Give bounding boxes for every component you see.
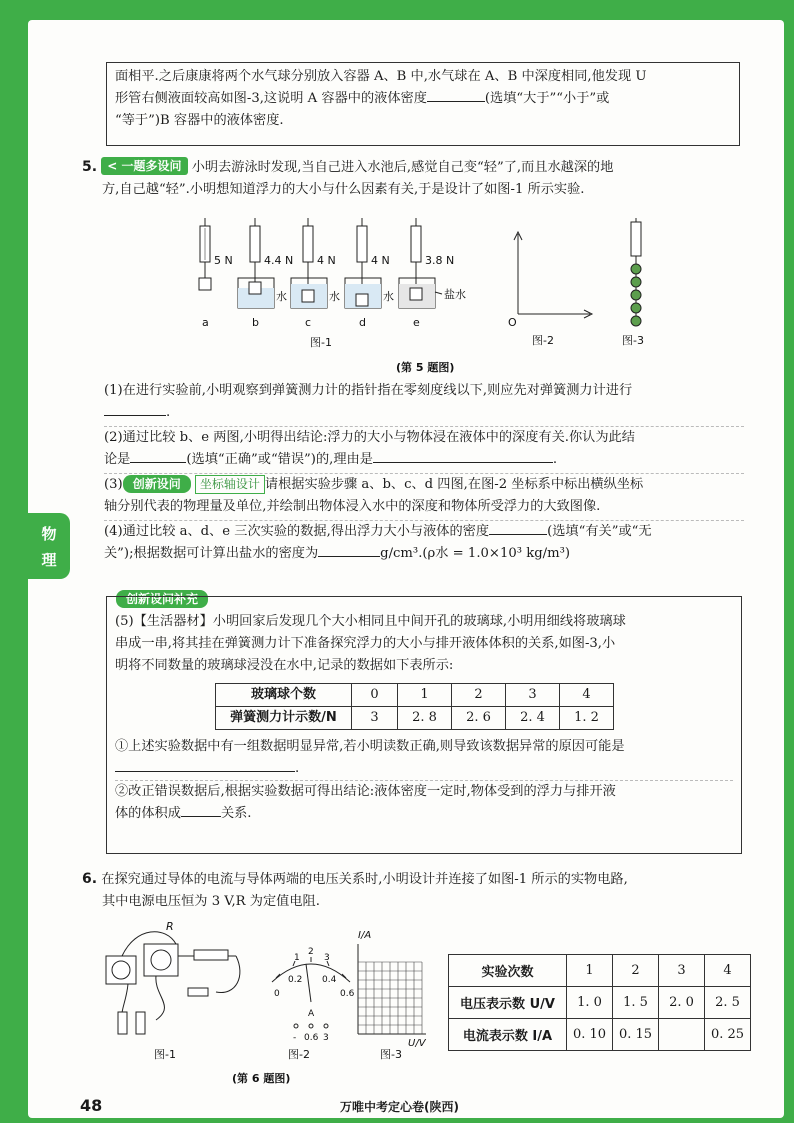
axis-design-label: 坐标轴设计	[195, 475, 265, 494]
letter-c: c	[305, 316, 312, 329]
q5-part5-line2: 串成一串,将其挂在弹簧测力计下准备探究浮力的大小与排开液体体积的关系,如图-3,小	[115, 636, 616, 651]
dial-tick-0: 0	[274, 989, 280, 999]
multi-question-tag: < 一题多设问	[101, 157, 187, 175]
resistor-label: R	[166, 920, 174, 933]
reading-a: 5 N	[214, 254, 233, 267]
answer-blank[interactable]	[130, 462, 186, 463]
q6-fig2-caption: 图-2	[288, 1048, 310, 1061]
fig3-caption: 图-3	[622, 334, 644, 347]
answer-blank[interactable]	[181, 816, 221, 817]
answer-blank[interactable]	[373, 462, 553, 463]
supplement-tag: 创新设问补充	[116, 588, 208, 608]
answer-blank[interactable]	[104, 415, 166, 416]
q5-part2-line2: 论是 (选填“正确”或“错误”)的,理由是 .	[104, 452, 558, 467]
innovation-tag: 创新设问	[123, 475, 191, 493]
q5-sub2-line2: 体的体积成 关系.	[115, 806, 252, 821]
box-line-2: 形管右侧液面较高如图-3,这说明 A 容器中的液体密度 (选填“大于”“小于”或	[115, 91, 610, 106]
answer-blank[interactable]	[489, 534, 547, 535]
reading-d: 4 N	[371, 254, 390, 267]
circuit-data-table	[448, 954, 751, 1051]
fig3-bead-chain	[631, 218, 641, 326]
answer-blank[interactable]	[427, 101, 485, 102]
liquid-e: 盐水	[444, 288, 466, 301]
supplement-box	[106, 596, 742, 854]
q5-group-caption: (第 5 题图)	[396, 361, 455, 374]
table-row: 电流表示数 I/A 0. 10 0. 15 0. 25	[449, 1019, 751, 1051]
side-tab-char-2: 理	[41, 551, 57, 569]
q5-part5-line3: 明将不同数量的玻璃球浸没在水中,记录的数据如下表所示:	[115, 658, 454, 673]
dial-tick-2: 0.4	[322, 975, 337, 985]
book-title: 万唯中考定心卷(陕西)	[340, 1100, 459, 1114]
q5-line-1: 小明去游泳时发现,当自己进入水池后,感觉自己变“轻”了,而且水越深的地	[191, 160, 614, 175]
terminal-06: 0.6	[304, 1033, 319, 1043]
q6-line-1: 在探究通过导体的电流与导体两端的电压关系时,小明设计并连接了如图-1 所示的实物电路,	[101, 872, 628, 887]
terminal-3: 3	[323, 1033, 329, 1043]
dial-unit: A	[308, 1009, 315, 1019]
q5-part1-line2: .	[104, 402, 744, 424]
q5-part3-line2: 轴分别代表的物理量及单位,并绘制出物体浸入水中的深度和物体所受浮力的大致图像.	[104, 499, 601, 514]
letter-e: e	[413, 316, 420, 329]
answer-blank[interactable]	[318, 556, 380, 557]
fig2-axes	[514, 232, 592, 318]
q5-line-2: 方,自己越“轻”.小明想知道浮力的大小与什么因素有关,于是设计了如图-1 所示实验.	[102, 182, 585, 197]
dial-outer-2: 2	[308, 947, 314, 957]
q6-fig3-caption: 图-3	[380, 1048, 402, 1061]
q5-part5-line1: (5)【生活器材】小明回家后发现几个大小相同且中间开孔的玻璃球,小明用细线将玻璃球	[115, 614, 626, 629]
table-row: 实验次数 1 2 3 4	[449, 955, 751, 987]
question-5-intro	[82, 156, 742, 201]
letter-d: d	[359, 316, 366, 329]
q6-line-2: 其中电源电压恒为 3 V,R 为定值电阻.	[102, 894, 320, 909]
previous-question-box	[106, 62, 740, 146]
dial-tick-1: 0.2	[288, 975, 303, 985]
answer-blank[interactable]	[115, 771, 295, 772]
reading-b: 4.4 N	[264, 254, 294, 267]
q5-parts	[104, 380, 744, 565]
q5-sub1-line2: .	[115, 758, 733, 780]
x-axis-label: U/V	[408, 1038, 426, 1049]
letter-a: a	[202, 316, 209, 329]
side-tab-char-1: 物	[41, 525, 57, 543]
reading-c: 4 N	[317, 254, 336, 267]
terminal-neg: -	[293, 1033, 297, 1043]
fig1-caption: 图-1	[310, 336, 332, 349]
q6-fig1-caption: 图-1	[154, 1048, 176, 1061]
q6-figures	[96, 916, 446, 1092]
origin-label: O	[508, 316, 517, 329]
subject-side-tab	[28, 513, 70, 579]
question-number: 6.	[82, 871, 98, 887]
box-line-3: “等于”)B 容器中的液体密度.	[115, 113, 284, 128]
reading-e: 3.8 N	[425, 254, 455, 267]
liquid-b: 水	[276, 290, 287, 303]
circuit-diagram	[106, 932, 240, 1034]
dial-outer-1: 1	[294, 953, 300, 963]
q5-part3: (3) 创新设问 坐标轴设计 请根据实验步骤 a、b、c、d 四图,在图-2 坐标系中标出横纵坐标	[104, 473, 744, 496]
table-row: 玻璃球个数 0 1 2 3 4	[216, 684, 614, 707]
box-line-1: 面相平.之后康康将两个水气球分别放入容器 A、B 中,水气球在 A、B 中深度相同,他发现 U	[115, 69, 647, 84]
q5-part4-line2: 关”);根据数据可计算出盐水的密度为 g/cm³.(ρ水 = 1.0×10³ kg/m³)	[104, 546, 571, 561]
table-row: 弹簧测力计示数/N 3 2. 8 2. 6 2. 4 1. 2	[216, 707, 614, 730]
spring-scale-a	[199, 218, 211, 290]
q5-figures	[180, 214, 690, 374]
letter-b: b	[252, 316, 259, 329]
dial-tick-3: 0.6	[340, 989, 355, 999]
y-axis-label: I/A	[358, 930, 372, 941]
q5-part1: (1)在进行实验前,小明观察到弹簧测力计的指针指在零刻度线以下,则应先对弹簧测力计进行	[104, 383, 633, 398]
page-number: 48	[80, 1096, 103, 1115]
question-number: 5.	[82, 159, 98, 175]
liquid-c: 水	[329, 290, 340, 303]
table-row: 电压表示数 U/V 1. 0 1. 5 2. 0 2. 5	[449, 987, 751, 1019]
q6-group-caption: (第 6 题图)	[232, 1072, 291, 1085]
q5-sub1: ①上述实验数据中有一组数据明显异常,若小明读数正确,则导致该数据异常的原因可能是	[115, 739, 625, 754]
liquid-d: 水	[383, 290, 394, 303]
q5-sub2: ②改正错误数据后,根据实验数据可得出结论:液体密度一定时,物体受到的浮力与排开液	[115, 780, 733, 803]
dial-outer-3: 3	[324, 953, 330, 963]
question-6-intro	[82, 868, 742, 913]
q5-part2: (2)通过比较 b、e 两图,小明得出结论:浮力的大小与物体浸在液体中的深度有关.你认为此结	[104, 426, 744, 449]
share-icon: <	[107, 159, 118, 173]
q5-part4: (4)通过比较 a、d、e 三次实验的数据,得出浮力大小与液体的密度 (选填“有关”或“无	[104, 520, 744, 543]
fig2-caption: 图-2	[532, 334, 554, 347]
glass-ball-table	[215, 683, 614, 730]
